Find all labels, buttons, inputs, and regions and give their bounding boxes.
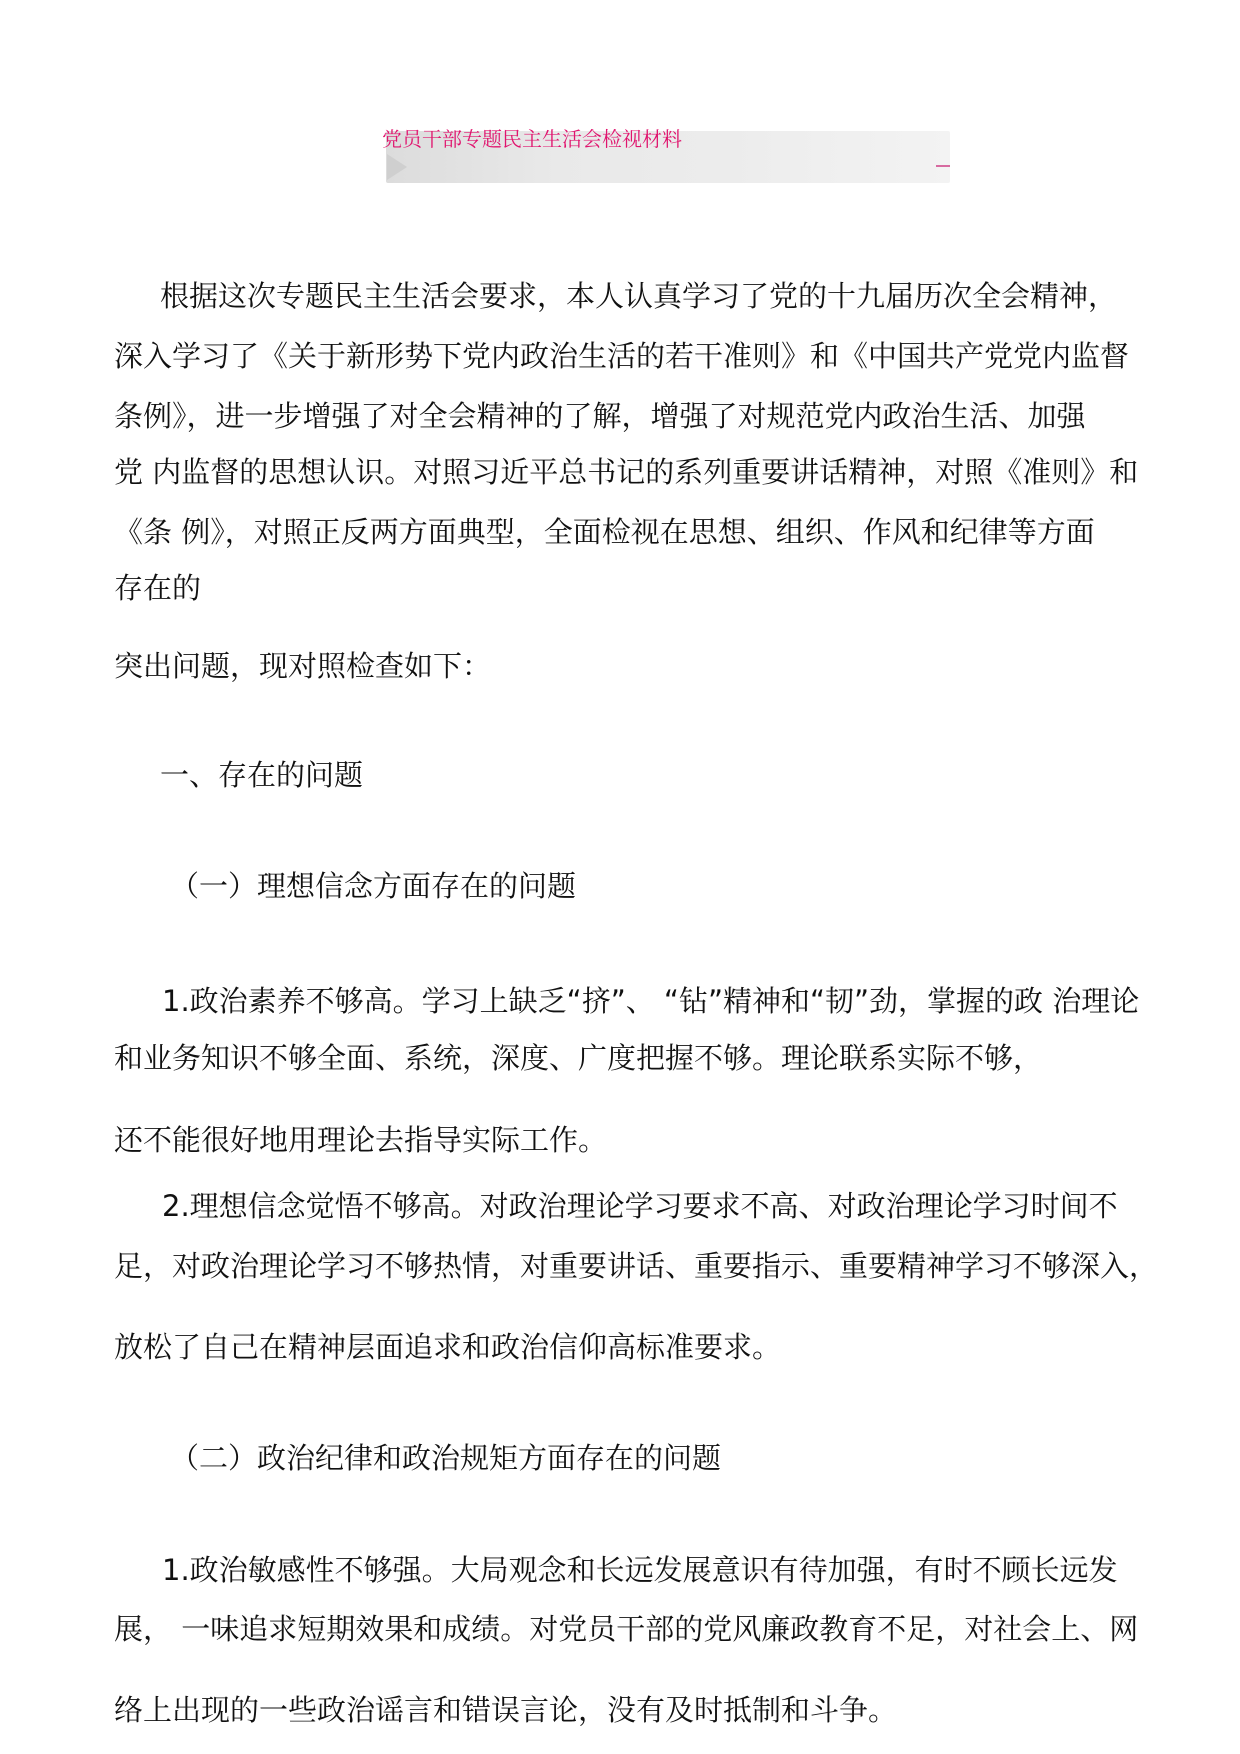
paragraph-line: 条例》，进一步增强了对全会精神的了解，增强了对规范党内政治生活、加强 xyxy=(114,399,1086,433)
paragraph-line: 《条 例》，对照正反两方面典型，全面检视在思想、组织、作风和纪律等方面 xyxy=(114,515,1095,549)
list-item-line: 展， 一味追求短期效果和成绩。对党员干部的党风廉政教育不足，对社会上、网 xyxy=(114,1612,1139,1646)
subsection-heading: （一）理想信念方面存在的问题 xyxy=(170,869,577,903)
list-item-line: 足，对政治理论学习不够热情，对重要讲话、重要指示、重要精神学习不够深入， xyxy=(114,1249,1159,1283)
paragraph-line: 根据这次专题民主生活会要求，本人认真学习了党的十九届历次全会精神， xyxy=(160,279,1118,313)
list-item-line: 1.政治敏感性不够强。大局观念和长远发展意识有待加强，有时不顾长远发 xyxy=(162,1553,1118,1587)
banner-dash-mark xyxy=(936,165,950,167)
paragraph-line: 存在的 xyxy=(114,571,202,605)
list-item-line: 1.政治素养不够高。学习上缺乏“挤”、 “钻”精神和“韧”劲，掌握的政 治理论 xyxy=(162,984,1140,1018)
paragraph-line: 深入学习了《关于新形势下党内政治生活的若干准则》和《中国共产党党内监督 xyxy=(114,339,1130,373)
list-item-line: 放松了自己在精神层面追求和政治信仰高标准要求。 xyxy=(114,1330,782,1364)
document-title: 党员干部专题民主生活会检视材料 xyxy=(382,127,682,151)
play-arrow-icon xyxy=(387,154,407,180)
list-item-line: 和业务知识不够全面、系统，深度、广度把握不够。理论联系实际不够， xyxy=(114,1041,1043,1075)
paragraph-line: 党 内监督的思想认识。对照习近平总书记的系列重要讲话精神，对照《准则》和 xyxy=(114,455,1139,489)
list-item-line: 还不能很好地用理论去指导实际工作。 xyxy=(114,1123,608,1157)
paragraph-line: 突出问题，现对照检查如下： xyxy=(114,649,492,683)
subsection-heading: （二）政治纪律和政治规矩方面存在的问题 xyxy=(170,1441,722,1475)
section-heading: 一、存在的问题 xyxy=(160,758,364,792)
list-item-line: 2.理想信念觉悟不够高。对政治理论学习要求不高、对政治理论学习时间不 xyxy=(162,1189,1118,1223)
list-item-line: 络上出现的一些政治谣言和错误言论，没有及时抵制和斗争。 xyxy=(114,1693,898,1727)
